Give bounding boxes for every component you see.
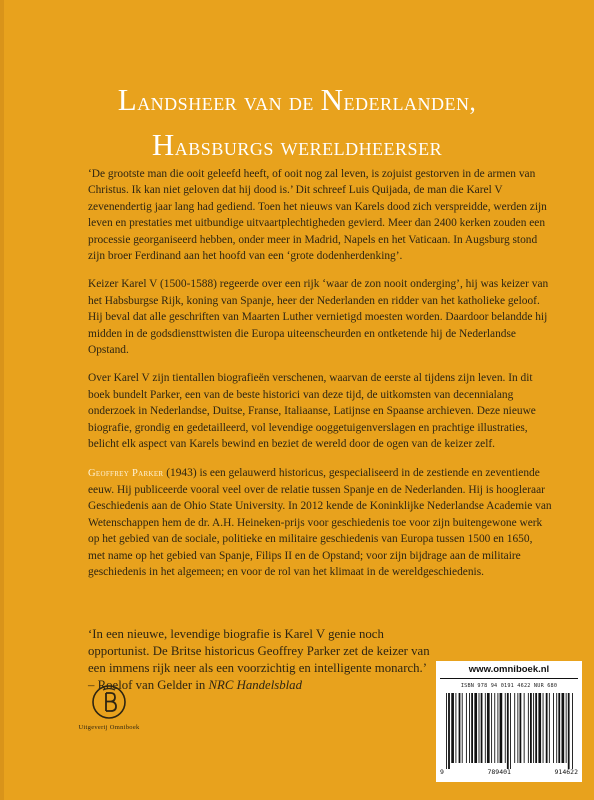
- cover-title: [40, 79, 554, 169]
- blurb-paragraph-2: Keizer Karel V (1500-1588) regeerde over een rijk ‘waar de zon nooit onderging’, hij was keizer van het Habsburgse Rijk, koning van Spanje, heer der Nederlanden en ridder van het katholieke geloof. Hij beval dat alle geschriften van Maarten Luther vernietigd moesten worden. Daardoor belandde hij midden in de godsdiensttwisten die Europa uiteenscheurden en ontketende hij de Nederlandse Opstand.: [88, 278, 549, 357]
- title-text-2: absburgs wereldheerser: [174, 133, 443, 161]
- barcode-bar: [485, 693, 486, 763]
- barcode-bar: [524, 693, 525, 763]
- barcode-bar: [471, 693, 473, 763]
- barcode-bar: [466, 693, 467, 763]
- barcode-bar: [549, 693, 550, 763]
- publisher-name: Uitgeverij Omniboek: [78, 724, 140, 731]
- barcode-bar: [528, 693, 529, 763]
- author-name: Geoffrey Parker: [88, 467, 164, 479]
- barcode-bar: [535, 693, 537, 763]
- blurb-paragraph-3: Over Karel V zijn tientallen biografieën verschenen, waarvan de eerste al tijdens zijn leven. In dit boek bundelt Parker, een van de beste historici van deze tijd, de uitkomsten van decennialang onderzoek in Nederlandse, Duitse, Franse, Italiaanse, Latijnse en Spaanse archieven. Deze nieuwe biografie, grondig en gedetailleerd, vol levendige ooggetuigenverslagen en prachtige illustraties, belicht elk aspect van Karels bewind en beziet de wereld door de ogen van de keizer zelf.: [88, 372, 536, 451]
- barcode-bar: [494, 693, 495, 763]
- barcode-bar: [459, 693, 461, 763]
- title-text-1: andsheer van de: [137, 88, 321, 116]
- barcode-bar: [553, 693, 554, 763]
- title-initial-h: H: [151, 126, 175, 162]
- barcode-bar: [572, 693, 573, 769]
- title-text-1b: ederlanden,: [343, 88, 477, 116]
- barcode-bar: [497, 693, 498, 763]
- barcode-bar: [520, 693, 522, 763]
- barcode-bar: [566, 693, 567, 763]
- quote-attribution-lead: – Roelof van Gelder in: [88, 678, 209, 692]
- publisher-logo-icon: [91, 684, 127, 720]
- barcode-bar: [514, 693, 515, 763]
- spine-edge: [0, 0, 4, 800]
- title-line-1: [40, 79, 554, 124]
- barcode-bar: [543, 693, 544, 763]
- title-initial-l: L: [117, 81, 138, 117]
- barcode-bars: [444, 693, 574, 769]
- barcode-bar: [538, 693, 541, 763]
- barcode-bar: [451, 693, 454, 763]
- barcode-digits-right: 914622: [554, 768, 578, 776]
- barcode-bar: [533, 693, 534, 763]
- barcode-bar: [446, 693, 447, 769]
- barcode-bar: [469, 693, 470, 763]
- barcode-bar: [556, 693, 557, 763]
- barcode-bar: [500, 693, 503, 763]
- barcode-bar: [568, 693, 570, 769]
- quote-text: ‘In een nieuwe, levendige biografie is Karel V genie noch opportunist. De Britse historicus Geoffrey Parker zet de keizer van een immens rijk neer als een voorzichtig en intelligente monarch.’: [88, 627, 430, 675]
- barcode-bar: [558, 693, 560, 763]
- barcode-bar: [530, 693, 532, 763]
- barcode-bar: [491, 693, 492, 763]
- author-bio-text: (1943) is een gelauwerd historicus, gespecialiseerd in de zestiende en zeventiende eeuw. Hij publiceerde vooral veel over de relatie tussen Spanje en de Nederlanden. Hij is hoogleraar Geschiedenis aan de Ohio State University. In 2012 kende de Koninklijke Nederlandse Academie van Wetenschappen hem de dr. A.H. Heineken-prijs voor geschiedenis toe voor zijn buitengewone werk op het gebied van de sociale, politieke en militaire geschiedenis van Europa tussen 1500 en 1650, met name op het gebied van Spanje, Filips II en de Opstand; voor zijn bijdrage aan de militaire geschiedenis in het algemeen; en voor de rol van het klimaat in de wereldgeschiedenis.: [88, 466, 552, 578]
- barcode-digits-left: 789401: [487, 768, 511, 776]
- barcode-bar: [479, 693, 480, 763]
- barcode-bar: [448, 693, 450, 769]
- barcode-url: www.omniboek.nl: [468, 664, 550, 675]
- barcode-bar: [487, 693, 490, 763]
- barcode-bar: [510, 693, 511, 769]
- blurb-body: [88, 166, 552, 592]
- barcode-bar: [546, 693, 548, 763]
- title-line-2: [40, 124, 554, 169]
- barcode-bar: [507, 693, 509, 769]
- barcode-digit-lead: 9: [440, 768, 444, 776]
- barcode-label: [436, 661, 582, 782]
- barcode-digits: [440, 768, 578, 776]
- title-initial-n: N: [320, 81, 344, 117]
- publisher-block: [44, 684, 174, 731]
- blurb-paragraph-1: ‘De grootste man die ooit geleefd heeft, of ooit nog zal leven, is zojuist gestorven in de armen van Christus. Ik kan niet geloven dat hij dood is.’ Dit schreef Luis Quijada, de man die Karel V zevenendertig jaar lang had gediend. Toen het nieuws van Karels dood zich verspreidde, werden zijn leven en prestaties met uitbundige uitvaartplechtigheden gevierd. Meer dan 2400 kerken zouden een processie georganiseerd hebben, onder meer in Madrid, Napels en het Vaticaan. In Augsburg stond zijn broer Ferdinand aan het hoofd van een ‘grote dodenherdenking’.: [88, 168, 547, 263]
- barcode-bar: [481, 693, 483, 763]
- barcode-bar: [474, 693, 477, 763]
- author-bio: [88, 465, 552, 581]
- barcode-isbn-line: ISBN 978 94 0191 4622 NUR 680: [460, 683, 558, 689]
- barcode-bar: [505, 693, 506, 763]
- barcode-bar: [562, 693, 565, 763]
- barcode-bar: [517, 693, 518, 763]
- barcode-bar: [462, 693, 463, 763]
- barcode-divider: [440, 678, 578, 679]
- quote-source: NRC Handelsblad: [208, 678, 302, 692]
- barcode-bar: [455, 693, 456, 763]
